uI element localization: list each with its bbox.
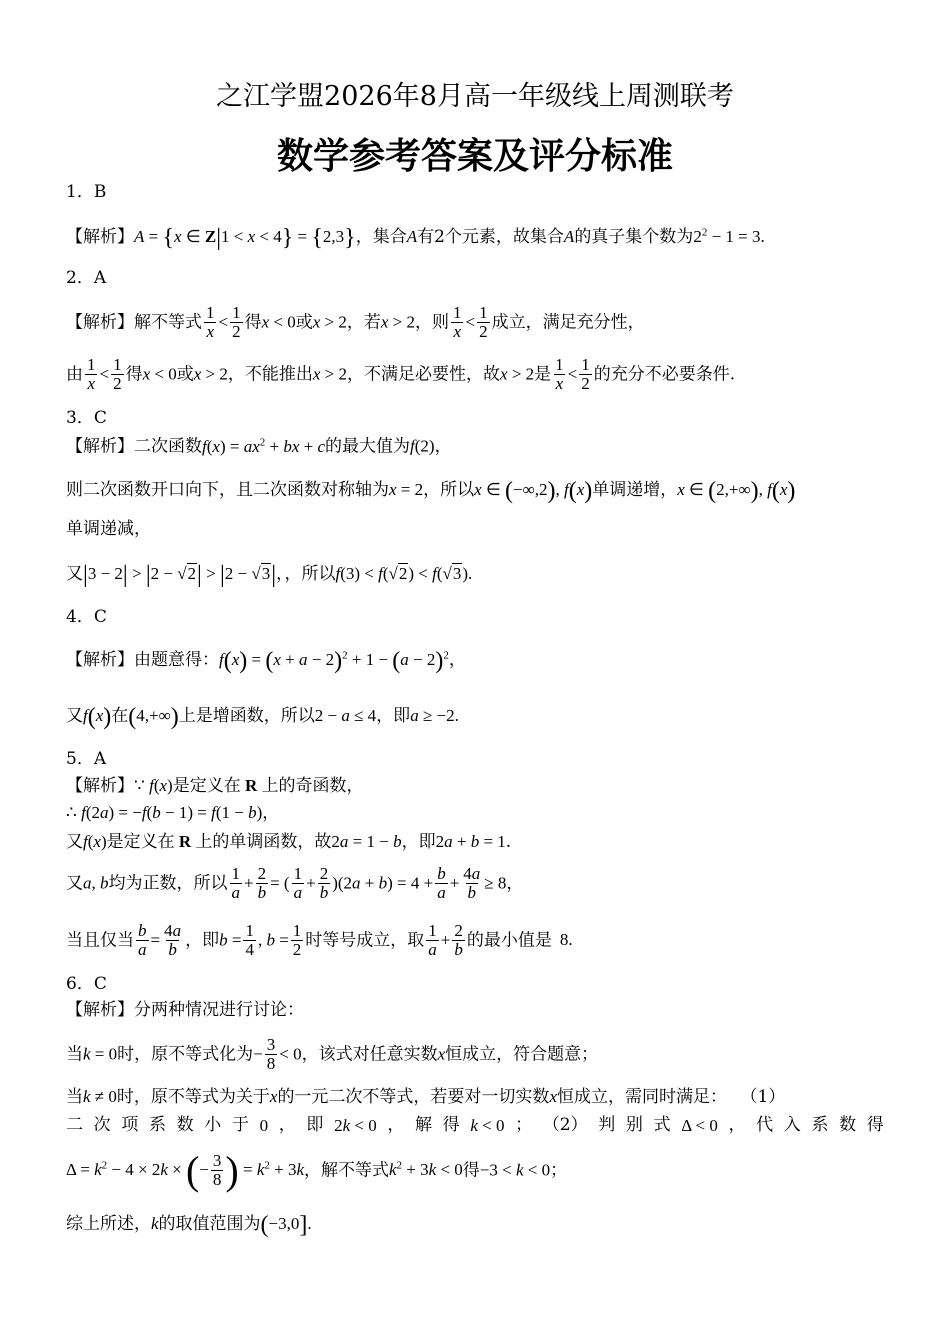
- q5-analysis-line3: 又f(x)是定义在 R 上的单调函数，故2a = 1 − b，即2a + b = 1.: [66, 832, 512, 852]
- q6-analysis-line1: 【解析】分两种情况进行讨论：: [66, 1000, 304, 1020]
- q1-heading: 1．B: [66, 182, 107, 202]
- q6-analysis-line3: 当k ≠ 0时，原不等式为关于x的一元二次不等式，若要对一切实数x恒成立，需同时满足： （1）: [66, 1087, 786, 1107]
- q2-analysis-line1: 【解析】解不等式 $\frac{1}{x}$ < $\frac{1}{2}$ 得x < 0或x > 2，若x > 2，则 $\frac{1}{x}$ < $\frac{1}{2}$ 成立，满足充分性，: [66, 303, 645, 341]
- q6-analysis-line4: 二 次 项 系 数 小 于 0 ， 即 2k < 0 ， 解 得 k < 0 ； （2） 判 别 式 Δ < 0 ， 代 入 系 数 得: [66, 1115, 884, 1135]
- answer-key-title: 数学参考答案及评分标准: [276, 136, 673, 177]
- q5-analysis-line2: ∴ f(2a) = −f(b − 1) = f(1 − b)，: [66, 803, 280, 823]
- q3-analysis-line4: 又|3 − 2| > |2 − √2| > |2 − √3|，，所以f(3) < f(√2) < f(√3).: [66, 562, 473, 588]
- q3-heading: 3．C: [66, 408, 107, 428]
- q5-analysis-line5: 当且仅当 $\frac{b}{a}$ = $\frac{4a}{b}$ ，即b = $\frac{1}{4}$ , b = $\frac{1}{2}$ 时等号成立，取 $\frac{1}{a}$ + $\frac{2}{b}$ 的最小值是 8.: [66, 921, 573, 959]
- q4-analysis-line2: 又f(x)在(4,+∞)上是增函数，所以2 − a ≤ 4，即a ≥ −2.: [66, 704, 459, 730]
- q5-heading: 5．A: [66, 749, 107, 769]
- exam-title: 之江学盟2026年8月高一年级线上周测联考: [216, 81, 734, 112]
- q2-analysis-line2: 由 $\frac{1}{x}$ < $\frac{1}{2}$ 得x < 0或x > 2，不能推出x > 2，不满足必要性，故x > 2是 $\frac{1}{x}$ < $\frac{1}{2}$ 的充分不必要条件.: [66, 355, 736, 393]
- q1-analysis: 【解析】A = {x ∈ Z|1 < x < 4} = {2,3}，集合A有2个元素，故集合A的真子集个数为$2^2 - 1 = 3$.: [66, 225, 765, 251]
- q6-heading: 6．C: [66, 974, 107, 994]
- q5-analysis-line4: 又a, b均为正数，所以 $\frac{1}{a}$ + $\frac{2}{b}$ = ( $\frac{1}{a}$ + $\frac{2}{b}$ )(2a + b) = 4 + $\frac{b}{a}$ + $\frac{4a}{b}$ ≥ 8，: [66, 864, 524, 902]
- q4-analysis-line1: 【解析】由题意得：$f(x) = (x + a - 2)^2 + 1 - (a - 2)^2$，: [66, 648, 466, 674]
- q3-analysis-line1: 【解析】二次函数$f(x) = ax^2$ + bx + c的最大值为f(2)，: [66, 436, 452, 457]
- q6-analysis-line6: 综上所述，k的取值范围为(−3,0].: [66, 1212, 312, 1238]
- q5-analysis-line1: 【解析】∵ f(x)是定义在 R 上的奇函数，: [66, 776, 364, 796]
- q3-analysis-line3: 单调递减，: [66, 519, 151, 539]
- q4-heading: 4．C: [66, 607, 107, 627]
- q6-analysis-line5: $\Delta = k^2 - 4 \times 2k$ × (− $\frac{3}{8}$ ) = $k^2 + 3k$，解不等式$k^2 + 3k < 0$得−3 < k < 0；: [66, 1148, 568, 1194]
- q3-analysis-line2: 则二次函数开口向下，且二次函数对称轴为x = 2，所以x ∈ (−∞,2), f(x)单调递增，x ∈ (2,+∞), f(x): [66, 478, 796, 504]
- q2-heading: 2．A: [66, 268, 107, 288]
- q6-analysis-line2: 当k = 0时，原不等式化为− $\frac{3}{8}$ < 0，该式对任意实数x恒成立，符合题意；: [66, 1035, 599, 1073]
